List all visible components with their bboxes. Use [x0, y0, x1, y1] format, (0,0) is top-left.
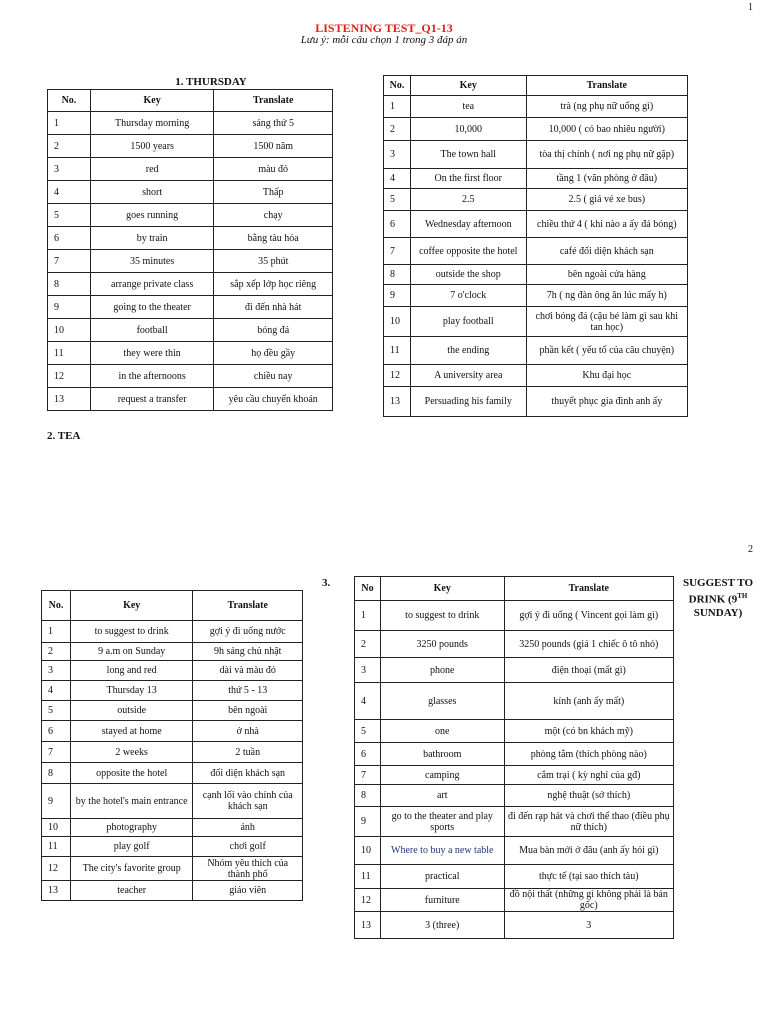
cell-no: 1 [48, 112, 91, 135]
cell-key: Wednesday afternoon [410, 211, 526, 238]
cell-key: 35 minutes [90, 250, 214, 273]
cell-key: long and red [70, 661, 193, 681]
cell-no: 6 [355, 743, 381, 766]
cell-no: 10 [355, 837, 381, 865]
thursday-table [47, 89, 333, 411]
table-row [355, 743, 674, 766]
cell-translate: sắp xếp lớp học riêng [214, 273, 333, 296]
cell-translate: chạy [214, 204, 333, 227]
cell-key: by the hotel's main entrance [70, 784, 193, 819]
cell-key: to suggest to drink [380, 601, 504, 631]
cell-translate: giáo viên [193, 881, 303, 901]
cell-no: 1 [384, 96, 411, 118]
cell-translate: màu đỏ [214, 158, 333, 181]
cell-key: short [90, 181, 214, 204]
table-row [42, 643, 303, 661]
cell-key: outside [70, 701, 193, 721]
cell-no: 1 [42, 621, 71, 643]
cell-no: 5 [384, 189, 411, 211]
cell-no: 11 [42, 837, 71, 857]
table-row [48, 135, 333, 158]
cell-translate: tầng 1 (văn phòng ở đâu) [526, 169, 687, 189]
side-title-line-2: DRINK (9 [688, 593, 738, 606]
document-note: Lưu ý: mỗi câu chọn 1 trong 3 đáp án [300, 34, 468, 46]
page-number-1: 1 [748, 2, 753, 13]
table-row [355, 837, 674, 865]
cell-key: goes running [90, 204, 214, 227]
cell-key: camping [380, 766, 504, 785]
column-header-no: No. [384, 76, 411, 96]
cell-key: 3250 pounds [380, 631, 504, 658]
cell-key: 2.5 [410, 189, 526, 211]
cell-key: one [380, 720, 504, 743]
cell-no: 5 [42, 701, 71, 721]
cell-translate: đồ nội thất (những gì không phải là bản gốc) [504, 889, 673, 912]
cell-key: going to the theater [90, 296, 214, 319]
cell-translate: 7h ( ng đàn ông ăn lúc mấy h) [526, 285, 687, 307]
cell-translate: 3 [504, 912, 673, 939]
side-title-superscript: TH [737, 592, 748, 600]
cell-no: 9 [42, 784, 71, 819]
cell-no: 1 [355, 601, 381, 631]
table-row [42, 721, 303, 742]
cell-translate: gợi ý đi uống nước [193, 621, 303, 643]
cell-no: 4 [48, 181, 91, 204]
cell-translate: chơi bóng đá (cậu bé làm gì sau khi tan học) [526, 307, 687, 337]
cell-no: 12 [384, 365, 411, 387]
cell-no: 3 [384, 141, 411, 169]
cell-key: stayed at home [70, 721, 193, 742]
cell-translate: thuyết phục gia đình anh ấy [526, 387, 687, 417]
cell-key: the ending [410, 337, 526, 365]
table-row [48, 227, 333, 250]
cell-translate: Nhóm yêu thích của thành phố [193, 857, 303, 881]
cell-translate: 9h sáng chủ nhật [193, 643, 303, 661]
cell-no: 11 [48, 342, 91, 365]
cell-no: 7 [384, 238, 411, 265]
table-row [355, 720, 674, 743]
cell-key: The city's favorite group [70, 857, 193, 881]
cell-key: 2 weeks [70, 742, 193, 763]
table-row [48, 273, 333, 296]
column-header-key: Key [70, 591, 193, 621]
table-row [48, 112, 333, 135]
cell-translate: phòng tắm (thích phòng nào) [504, 743, 673, 766]
cell-no: 9 [355, 807, 381, 837]
cell-key: phone [380, 658, 504, 683]
cell-key: by train [90, 227, 214, 250]
cell-no: 13 [48, 388, 91, 411]
cell-no: 6 [42, 721, 71, 742]
column-header-translate: Translate [504, 577, 673, 601]
table-row [48, 250, 333, 273]
cell-translate: Thấp [214, 181, 333, 204]
cell-translate: thứ 5 - 13 [193, 681, 303, 701]
column-header-translate: Translate [214, 90, 333, 112]
table-row [48, 388, 333, 411]
cell-no: 6 [48, 227, 91, 250]
column-header-key: Key [410, 76, 526, 96]
cell-translate: ở nhà [193, 721, 303, 742]
cell-key: red [90, 158, 214, 181]
column-header-key: Key [90, 90, 214, 112]
cell-no: 2 [48, 135, 91, 158]
table-row [355, 601, 674, 631]
cell-no: 3 [48, 158, 91, 181]
table-row [42, 661, 303, 681]
table-row [42, 819, 303, 837]
cell-no: 4 [355, 683, 381, 720]
cell-no: 12 [42, 857, 71, 881]
cell-key: opposite the hotel [70, 763, 193, 784]
suggest-table-right [354, 576, 674, 939]
table-row [48, 342, 333, 365]
cell-no: 2 [42, 643, 71, 661]
cell-key: go to the theater and play sports [380, 807, 504, 837]
table-row [355, 865, 674, 889]
cell-no: 12 [48, 365, 91, 388]
cell-no: 7 [48, 250, 91, 273]
cell-no: 5 [355, 720, 381, 743]
table-row [42, 621, 303, 643]
cell-key: 1500 years [90, 135, 214, 158]
section-1-title: 1. THURSDAY [175, 76, 247, 88]
cell-no: 8 [384, 265, 411, 285]
table-row [355, 766, 674, 785]
cell-translate: chơi golf [193, 837, 303, 857]
section-3-title: 3. [322, 577, 331, 589]
suggest-table-left [41, 590, 303, 901]
cell-key: they were thin [90, 342, 214, 365]
column-header-no: No [355, 577, 381, 601]
cell-no: 11 [355, 865, 381, 889]
cell-no: 13 [355, 912, 381, 939]
cell-no: 10 [384, 307, 411, 337]
table-row [384, 96, 688, 118]
cell-key: tea [410, 96, 526, 118]
cell-translate: đi đến rạp hát và chơi thể thao (điều phụ nữ thích) [504, 807, 673, 837]
table-row [384, 337, 688, 365]
cell-no: 6 [384, 211, 411, 238]
column-header-translate: Translate [526, 76, 687, 96]
table-row [42, 857, 303, 881]
cell-translate: cạnh lối vào chính của khách sạn [193, 784, 303, 819]
cell-key: bathroom [380, 743, 504, 766]
cell-no: 13 [384, 387, 411, 417]
cell-translate: đối diện khách sạn [193, 763, 303, 784]
cell-no: 8 [355, 785, 381, 807]
table-row [355, 683, 674, 720]
tea-table [383, 75, 688, 417]
cell-translate: bên ngoài cửa hàng [526, 265, 687, 285]
cell-no: 12 [355, 889, 381, 912]
table-row [355, 889, 674, 912]
column-header-translate: Translate [193, 591, 303, 621]
cell-no: 9 [384, 285, 411, 307]
cell-translate: cắm trại ( kỳ nghỉ của gđ) [504, 766, 673, 785]
cell-no: 5 [48, 204, 91, 227]
document-title: LISTENING TEST_Q1-13 [315, 21, 453, 35]
cell-key: 3 (three) [380, 912, 504, 939]
cell-no: 13 [42, 881, 71, 901]
table-row [355, 658, 674, 683]
cell-translate: café đối diện khách sạn [526, 238, 687, 265]
table-row [48, 365, 333, 388]
cell-translate: nghệ thuật (sở thích) [504, 785, 673, 807]
cell-key: teacher [70, 881, 193, 901]
cell-key: arrange private class [90, 273, 214, 296]
cell-translate: 2.5 ( giá vé xe bus) [526, 189, 687, 211]
cell-translate: 1500 năm [214, 135, 333, 158]
cell-no: 3 [42, 661, 71, 681]
cell-translate: 10,000 ( có bao nhiêu người) [526, 118, 687, 141]
cell-key: furniture [380, 889, 504, 912]
cell-translate: bằng tàu hỏa [214, 227, 333, 250]
table-row [48, 204, 333, 227]
cell-no: 8 [48, 273, 91, 296]
table-row [384, 307, 688, 337]
cell-translate: 2 tuần [193, 742, 303, 763]
cell-translate: 3250 pounds (giá 1 chiếc ô tô nhỏ) [504, 631, 673, 658]
cell-key: Thursday 13 [70, 681, 193, 701]
table-row [384, 365, 688, 387]
cell-key: art [380, 785, 504, 807]
table-row [42, 742, 303, 763]
side-title-line-1: SUGGEST TO [682, 577, 753, 589]
cell-key: A university area [410, 365, 526, 387]
cell-key: coffee opposite the hotel [410, 238, 526, 265]
section-2-title: 2. TEA [47, 430, 81, 442]
table-row [48, 296, 333, 319]
cell-translate: yêu cầu chuyển khoản [214, 388, 333, 411]
cell-translate: chiều thứ 4 ( khi nào a ấy đá bóng) [526, 211, 687, 238]
cell-key: outside the shop [410, 265, 526, 285]
cell-translate: bóng đá [214, 319, 333, 342]
table-row [384, 265, 688, 285]
cell-key: 7 o'clock [410, 285, 526, 307]
cell-key: play golf [70, 837, 193, 857]
cell-no: 3 [355, 658, 381, 683]
table-row [384, 118, 688, 141]
cell-no: 11 [384, 337, 411, 365]
column-header-key: Key [380, 577, 504, 601]
cell-translate: Mua bàn mới ở đâu (anh ấy hỏi gì) [504, 837, 673, 865]
table-row [384, 189, 688, 211]
cell-translate: kính (anh ấy mất) [504, 683, 673, 720]
table-row [42, 837, 303, 857]
table-row [42, 681, 303, 701]
cell-key: photography [70, 819, 193, 837]
cell-translate: chiều nay [214, 365, 333, 388]
column-header-no: No. [48, 90, 91, 112]
cell-translate: một (có bn khách mỹ) [504, 720, 673, 743]
cell-no: 2 [355, 631, 381, 658]
page-number-2: 2 [748, 544, 753, 555]
cell-no: 9 [48, 296, 91, 319]
cell-key: Thursday morning [90, 112, 214, 135]
table-row [384, 238, 688, 265]
table-row [384, 169, 688, 189]
cell-key: play football [410, 307, 526, 337]
cell-translate: tòa thị chính ( nơi ng phụ nữ gặp) [526, 141, 687, 169]
cell-translate: sáng thứ 5 [214, 112, 333, 135]
table-row [42, 701, 303, 721]
table-row [42, 881, 303, 901]
cell-key: Persuading his family [410, 387, 526, 417]
cell-translate: ảnh [193, 819, 303, 837]
side-title-line-3: SUNDAY) [693, 606, 743, 619]
cell-no: 10 [42, 819, 71, 837]
table-row [48, 158, 333, 181]
cell-translate: phần kết ( yếu tố của câu chuyện) [526, 337, 687, 365]
cell-key: request a transfer [90, 388, 214, 411]
cell-translate: Khu đại học [526, 365, 687, 387]
cell-translate: dài và màu đỏ [193, 661, 303, 681]
cell-key: The town hall [410, 141, 526, 169]
cell-key: football [90, 319, 214, 342]
cell-translate: bên ngoài [193, 701, 303, 721]
cell-no: 7 [355, 766, 381, 785]
table-row [48, 181, 333, 204]
side-title [678, 577, 758, 620]
cell-translate: gợi ý đi uống ( Vincent gọi làm gì) [504, 601, 673, 631]
cell-translate: đi đến nhà hát [214, 296, 333, 319]
cell-key: in the afternoons [90, 365, 214, 388]
cell-no: 8 [42, 763, 71, 784]
cell-no: 2 [384, 118, 411, 141]
table-row [355, 912, 674, 939]
cell-no: 4 [384, 169, 411, 189]
table-row [355, 785, 674, 807]
cell-key: On the first floor [410, 169, 526, 189]
table-row [384, 211, 688, 238]
cell-key: to suggest to drink [70, 621, 193, 643]
cell-translate: trà (ng phụ nữ uống gì) [526, 96, 687, 118]
table-row [384, 387, 688, 417]
cell-no: 4 [42, 681, 71, 701]
cell-key: 10,000 [410, 118, 526, 141]
table-row [355, 631, 674, 658]
table-row [384, 141, 688, 169]
cell-no: 7 [42, 742, 71, 763]
column-header-no: No. [42, 591, 71, 621]
table-row [355, 807, 674, 837]
table-row [42, 784, 303, 819]
cell-key: Where to buy a new table [380, 837, 504, 865]
table-row [48, 319, 333, 342]
cell-key: glasses [380, 683, 504, 720]
cell-key: practical [380, 865, 504, 889]
cell-translate: điện thoại (mất gì) [504, 658, 673, 683]
cell-no: 10 [48, 319, 91, 342]
cell-translate: họ đều gầy [214, 342, 333, 365]
cell-key: 9 a.m on Sunday [70, 643, 193, 661]
table-row [384, 285, 688, 307]
table-row [42, 763, 303, 784]
cell-translate: thực tế (tại sao thích tàu) [504, 865, 673, 889]
cell-translate: 35 phút [214, 250, 333, 273]
